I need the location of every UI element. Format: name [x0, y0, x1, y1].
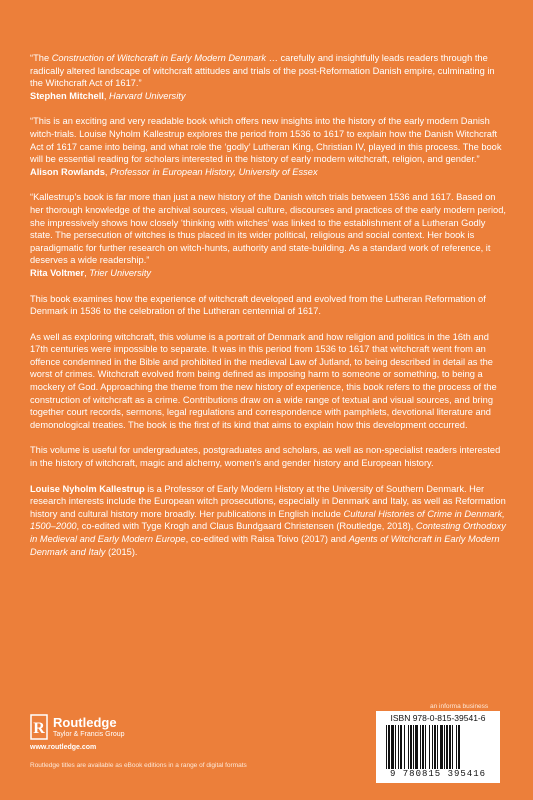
review-attribution: Alison Rowlands, Professor in European History, University of Essex	[30, 166, 318, 177]
publisher-group: Taylor & Francis Group	[53, 730, 125, 738]
reviewer-name: Rita Voltmer	[30, 267, 85, 278]
informa-label: an informa business	[430, 703, 489, 710]
reviewer-name: Stephen Mitchell	[30, 90, 104, 101]
description-paragraph: As well as exploring witchcraft, this volume is a portrait of Denmark and how religion and politics in the 16th and 17th centuries were impossible to separate. It was in this period from 1536 to 1617 that witchcraft went from an offence condemned in the Bible and prohibited in the medieval Law of Jutland, to being described in detail as the worst of crimes. Witchcraft evolved from being defined as imposing harm to someone or something, to being a mockery of God. Approaching the theme from the new history of experience, this book refers to the process of the construction of witchcraft as a crime. Contributions draw on a wide range of textual and visual sources, and bring together court records, sermons, legal regulations and correspondence with pamphlets, devotional literature and demonological treaties. The book is the first of its kind that aims to explain how this development occurred.	[30, 331, 497, 430]
barcode-label	[376, 711, 500, 783]
review-quote: “The Construction of Witchcraft in Early Modern Denmark … carefully and insightfully leads readers through the radically altered landscape of witchcraft attitudes and trials of the post-Reformation Danish empire, culminating in the Witchcraft Act of 1617.”	[30, 53, 495, 89]
review-3	[30, 191, 508, 279]
reviewer-affiliation: Trier University	[89, 267, 152, 278]
review-quote: “This is an exciting and very readable book which offers new insights into the history of the early modern Danish witch-trials. Louise Nyholm Kallestrup explores the period from 1536 to 1617 to explain how the Danish Witchcraft Act of 1617 came into being, and what role the ‘godly’ Lutheran King, Christian IV, played in this process. The book will be essential reading for scholars interested in the history of early modern witchcraft, religion, and gender.”	[30, 116, 502, 165]
barcode-icon	[386, 725, 490, 769]
description-paragraph: This book examines how the experience of witchcraft developed and evolved from the Lutheran Reformation of Denmark in 1536 to the celebration of the Lutheran centennial of 1617.	[30, 293, 486, 317]
routledge-logo-icon	[30, 714, 48, 740]
book-title: Construction of Witchcraft in Early Modern Denmark	[51, 53, 267, 63]
reviewer-affiliation: Harvard University	[109, 90, 186, 101]
reviewer-name: Alison Rowlands	[30, 166, 105, 177]
review-attribution: Stephen Mitchell, Harvard University	[30, 90, 186, 101]
barcode-digits: 9 780815 395416	[389, 769, 486, 779]
author-bio: Louise Nyholm Kallestrup is a Professor of Early Modern History at the University of Southern Denmark. Her research interests include the European witch prosecutions, especially in Denmark and Italy, as well as Reformation history and cultural history more broadly. Her publications in English include Cultural Histories of Crime in Denmark, 1500–2000, co-edited with Tyge Krogh and Claus Bundgaard Christensen (Routledge, 2018), Contesting Orthodoxy in Medieval and Early Modern Europe, co-edited with Raisa Toivo (2017) and Agents of Witchcraft in Early Modern Denmark and Italy (2015).	[30, 483, 506, 557]
cover-footer	[0, 700, 533, 800]
cover-text	[30, 52, 508, 571]
publisher-website: www.routledge.com	[30, 744, 97, 751]
isbn-text: ISBN 978-0-815-39541-6	[390, 713, 486, 723]
publisher-logo	[30, 714, 125, 740]
publication-title: Agents of Witchcraft in Early Modern Denmark and Italy	[30, 534, 500, 557]
review-attribution: Rita Voltmer, Trier University	[30, 267, 152, 278]
review-2	[30, 115, 508, 178]
publisher-name: Routledge	[53, 714, 117, 730]
description-paragraph: This volume is useful for undergraduates, postgraduates and scholars, as well as non-specialist readers interested in the history of witchcraft, magic and alchemy, women’s and gender history and European history.	[30, 445, 501, 469]
publication-title: Cultural Histories of Crime in Denmark, 1500–2000	[30, 508, 505, 532]
author-name: Louise Nyholm Kallestrup	[30, 483, 145, 494]
review-1	[30, 52, 508, 102]
reviewer-affiliation: Professor in European History, University of Essex	[110, 166, 318, 177]
review-quote: “Kallestrup’s book is far more than just a new history of the Danish witch trials between 1536 and 1617. Based on her thorough knowledge of the archival sources, visual culture, discourses and practices of the early modern period, she impressively shows how closely ‘thinking with witches’ was linked to the establishment of a Lutheran Godly state. The persecution of witches is thus placed in its wider political, religious and social context. Her book is paradigmatic for further research on witch-hunts, authority and state-building. As a standard work of reference, it deserves a wide readership.”	[30, 192, 506, 266]
formats-note: Routledge titles are available as eBook editions in a range of digital formats	[30, 762, 247, 769]
svg-text:R: R	[33, 720, 45, 737]
publication-title: Contesting Orthodoxy in Medieval and Early Modern Europe	[30, 521, 506, 544]
